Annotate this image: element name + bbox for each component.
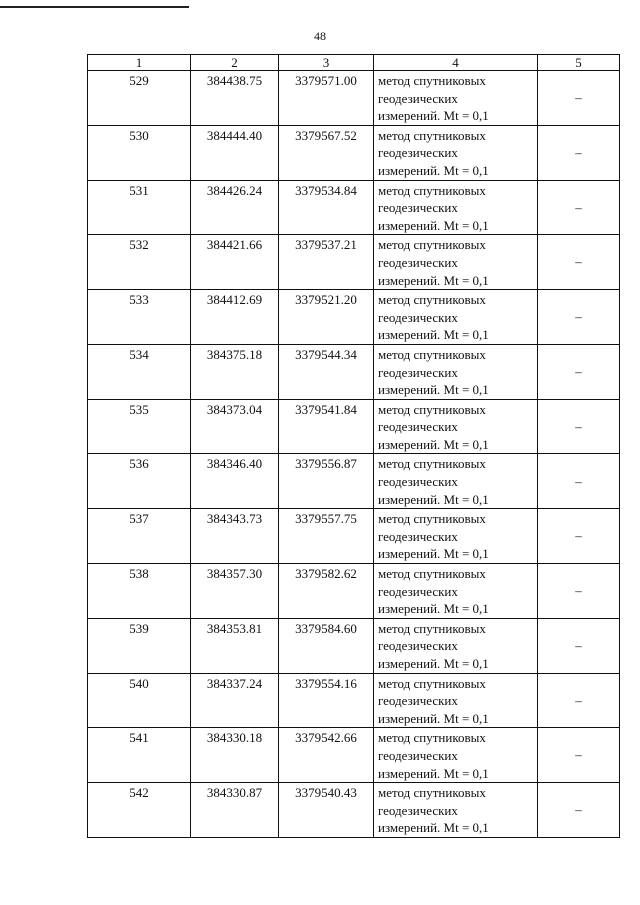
x-coordinate-cell: 384421.66 <box>191 235 279 290</box>
point-number-cell: 538 <box>88 564 191 619</box>
x-coordinate-cell: 384346.40 <box>191 454 279 509</box>
y-coordinate-cell: 3379571.00 <box>279 71 374 126</box>
method-line: метод спутниковых <box>378 237 486 253</box>
method-line: измерений. Mt = 0,1 <box>378 491 489 507</box>
table-row <box>88 454 620 509</box>
table-row <box>88 71 620 126</box>
method-line: метод спутниковых <box>378 127 486 143</box>
table-row <box>88 125 620 180</box>
method-line: метод спутниковых <box>378 456 486 472</box>
note-cell: – <box>538 235 620 290</box>
y-coordinate-cell: 3379556.87 <box>279 454 374 509</box>
y-coordinate-cell: 3379554.16 <box>279 673 374 728</box>
header-cell-1: 1 <box>88 55 191 71</box>
method-line: геодезических <box>378 145 458 161</box>
method-line: метод спутниковых <box>378 401 486 417</box>
x-coordinate-cell: 384438.75 <box>191 71 279 126</box>
method-cell <box>374 564 538 619</box>
method-line: метод спутниковых <box>378 292 486 308</box>
y-coordinate-cell: 3379541.84 <box>279 399 374 454</box>
x-coordinate-cell: 384412.69 <box>191 290 279 345</box>
method-cell <box>374 71 538 126</box>
method-cell <box>374 235 538 290</box>
point-number-cell: 542 <box>88 783 191 838</box>
method-cell <box>374 673 538 728</box>
x-coordinate-cell: 384373.04 <box>191 399 279 454</box>
note-cell: – <box>538 618 620 673</box>
table-row <box>88 673 620 728</box>
point-number-cell: 535 <box>88 399 191 454</box>
method-line: геодезических <box>378 254 458 270</box>
y-coordinate-cell: 3379534.84 <box>279 180 374 235</box>
method-line: геодезических <box>378 474 458 490</box>
method-line: измерений. Mt = 0,1 <box>378 436 489 452</box>
method-cell <box>374 454 538 509</box>
y-coordinate-cell: 3379584.60 <box>279 618 374 673</box>
y-coordinate-cell: 3379557.75 <box>279 509 374 564</box>
note-cell: – <box>538 180 620 235</box>
y-coordinate-cell: 3379540.43 <box>279 783 374 838</box>
point-number-cell: 533 <box>88 290 191 345</box>
header-cell-2: 2 <box>191 55 279 71</box>
x-coordinate-cell: 384337.24 <box>191 673 279 728</box>
method-line: измерений. Mt = 0,1 <box>378 765 489 781</box>
point-number-cell: 531 <box>88 180 191 235</box>
note-cell: – <box>538 344 620 399</box>
y-coordinate-cell: 3379544.34 <box>279 344 374 399</box>
header-cell-4: 4 <box>374 55 538 71</box>
method-cell <box>374 728 538 783</box>
method-line: метод спутниковых <box>378 566 486 582</box>
y-coordinate-cell: 3379521.20 <box>279 290 374 345</box>
method-cell <box>374 344 538 399</box>
y-coordinate-cell: 3379567.52 <box>279 125 374 180</box>
method-line: геодезических <box>378 528 458 544</box>
header-cell-3: 3 <box>279 55 374 71</box>
method-line: измерений. Mt = 0,1 <box>378 601 489 617</box>
method-line: измерений. Mt = 0,1 <box>378 546 489 562</box>
method-line: геодезических <box>378 693 458 709</box>
method-cell <box>374 618 538 673</box>
method-line: метод спутниковых <box>378 73 486 88</box>
top-rule <box>0 6 189 8</box>
x-coordinate-cell: 384375.18 <box>191 344 279 399</box>
method-line: метод спутниковых <box>378 511 486 527</box>
method-line: измерений. Mt = 0,1 <box>378 217 489 233</box>
method-line: метод спутниковых <box>378 785 486 801</box>
point-number-cell: 534 <box>88 344 191 399</box>
method-line: измерений. Mt = 0,1 <box>378 820 489 836</box>
method-line: геодезических <box>378 200 458 216</box>
method-cell <box>374 290 538 345</box>
table-row <box>88 290 620 345</box>
y-coordinate-cell: 3379582.62 <box>279 564 374 619</box>
method-line: метод спутниковых <box>378 182 486 198</box>
x-coordinate-cell: 384426.24 <box>191 180 279 235</box>
method-line: измерений. Mt = 0,1 <box>378 327 489 343</box>
note-cell: – <box>538 783 620 838</box>
x-coordinate-cell: 384330.87 <box>191 783 279 838</box>
method-cell <box>374 180 538 235</box>
point-number-cell: 536 <box>88 454 191 509</box>
method-line: метод спутниковых <box>378 620 486 636</box>
note-cell: – <box>538 728 620 783</box>
note-cell: – <box>538 454 620 509</box>
method-line: измерений. Mt = 0,1 <box>378 710 489 726</box>
table-row <box>88 399 620 454</box>
table-row <box>88 509 620 564</box>
note-cell: – <box>538 509 620 564</box>
point-number-cell: 539 <box>88 618 191 673</box>
x-coordinate-cell: 384444.40 <box>191 125 279 180</box>
method-line: геодезических <box>378 364 458 380</box>
method-line: измерений. Mt = 0,1 <box>378 272 489 288</box>
note-cell: – <box>538 564 620 619</box>
note-cell: – <box>538 125 620 180</box>
method-line: геодезических <box>378 309 458 325</box>
table-row <box>88 344 620 399</box>
method-line: геодезических <box>378 583 458 599</box>
header-row <box>88 55 620 71</box>
method-cell <box>374 783 538 838</box>
method-cell <box>374 509 538 564</box>
method-cell <box>374 399 538 454</box>
method-line: геодезических <box>378 638 458 654</box>
x-coordinate-cell: 384357.30 <box>191 564 279 619</box>
method-line: измерений. Mt = 0,1 <box>378 162 489 178</box>
method-line: измерений. Mt = 0,1 <box>378 656 489 671</box>
method-cell <box>374 125 538 180</box>
x-coordinate-cell: 384343.73 <box>191 509 279 564</box>
note-cell: – <box>538 673 620 728</box>
note-cell: – <box>538 399 620 454</box>
table-row <box>88 180 620 235</box>
point-number-cell: 540 <box>88 673 191 728</box>
method-line: геодезических <box>378 802 458 818</box>
note-cell: – <box>538 71 620 126</box>
table-row <box>88 728 620 783</box>
x-coordinate-cell: 384353.81 <box>191 618 279 673</box>
point-number-cell: 530 <box>88 125 191 180</box>
point-number-cell: 529 <box>88 71 191 126</box>
y-coordinate-cell: 3379542.66 <box>279 728 374 783</box>
method-line: геодезических <box>378 747 458 763</box>
coordinates-table <box>87 54 620 838</box>
method-line: метод спутниковых <box>378 730 486 746</box>
point-number-cell: 537 <box>88 509 191 564</box>
table-row <box>88 618 620 673</box>
method-line: метод спутниковых <box>378 346 486 362</box>
point-number-cell: 532 <box>88 235 191 290</box>
method-line: измерений. Mt = 0,1 <box>378 108 489 124</box>
y-coordinate-cell: 3379537.21 <box>279 235 374 290</box>
header-cell-5: 5 <box>538 55 620 71</box>
method-line: измерений. Mt = 0,1 <box>378 382 489 398</box>
method-line: геодезических <box>378 419 458 435</box>
method-line: метод спутниковых <box>378 675 486 691</box>
point-number-cell: 541 <box>88 728 191 783</box>
table-row <box>88 783 620 838</box>
table-row <box>88 564 620 619</box>
note-cell: – <box>538 290 620 345</box>
method-line: геодезических <box>378 90 458 106</box>
table-body <box>88 71 620 838</box>
x-coordinate-cell: 384330.18 <box>191 728 279 783</box>
page-number: 48 <box>314 29 326 43</box>
table-row <box>88 235 620 290</box>
